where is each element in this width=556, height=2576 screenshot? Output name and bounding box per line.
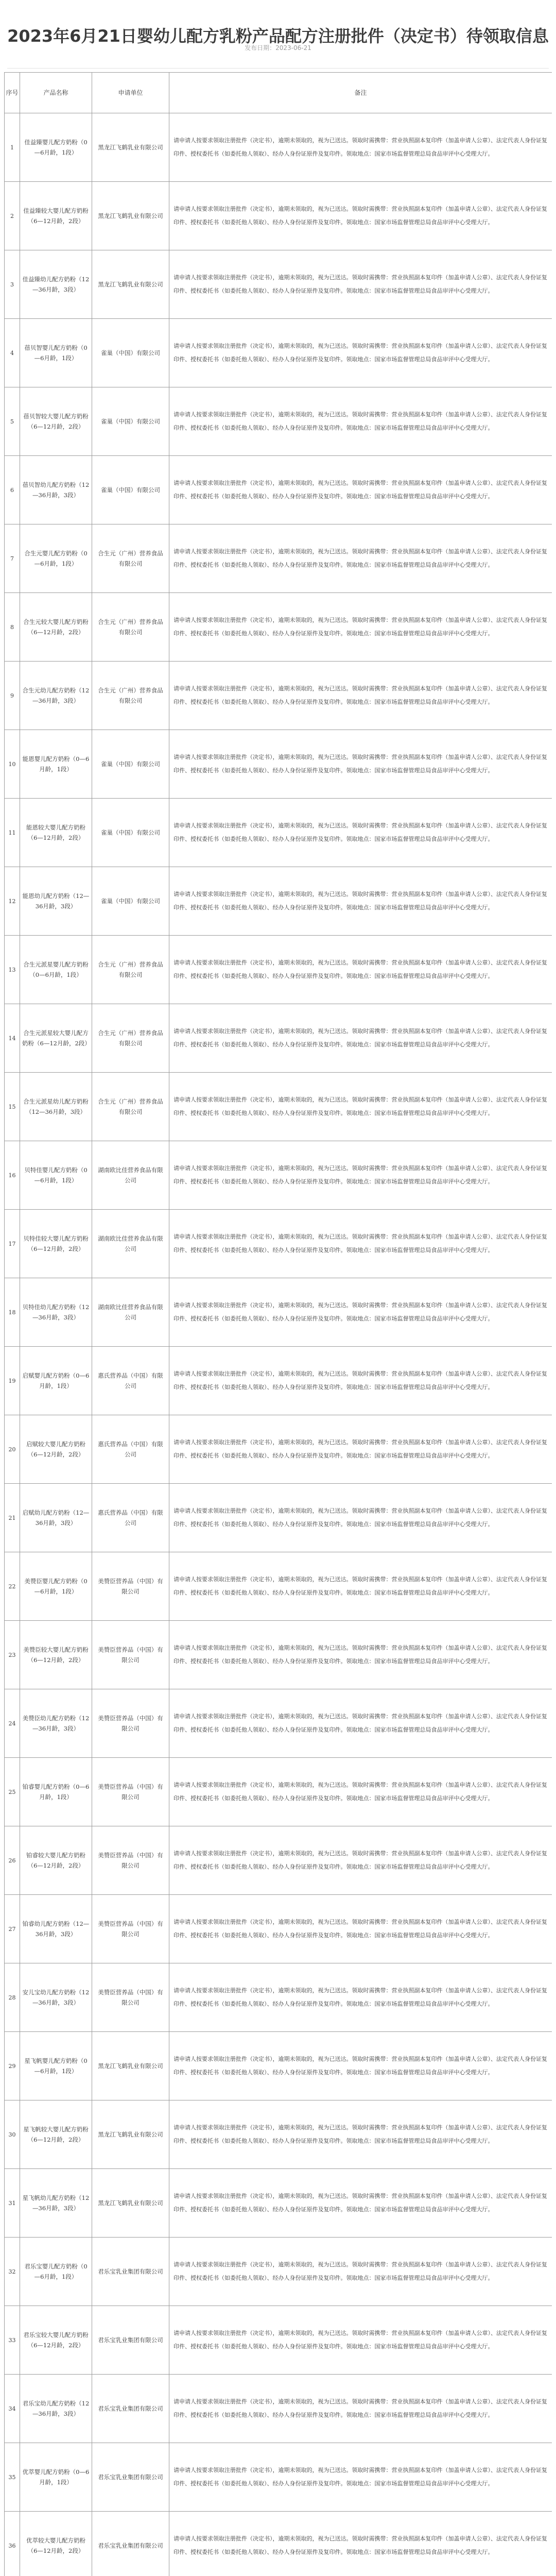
cell-no: 10 <box>5 730 20 799</box>
cell-applicant: 合生元（广州）营养食品有限公司 <box>92 1073 169 1141</box>
cell-note: 请申请人按要求领取注册批件（决定书），逾期未领取的，视为已送达。领取时需携带：营业执照副本复印件（加盖申请人公章）、法定代表人身份证复印件、授权委托书（如委托他人领取）、经办人身份证原件及复印件。领取地点：国家市场监督管理总局食品审评中心受理大厅。 <box>169 662 552 730</box>
cell-note: 请申请人按要求领取注册批件（决定书），逾期未领取的，视为已送达。领取时需携带：营业执照副本复印件（加盖申请人公章）、法定代表人身份证复印件、授权委托书（如委托他人领取）、经办人身份证原件及复印件。领取地点：国家市场监督管理总局食品审评中心受理大厅。 <box>169 387 552 456</box>
cell-no: 19 <box>5 1347 20 1415</box>
cell-no: 2 <box>5 182 20 250</box>
cell-applicant: 雀巢（中国）有限公司 <box>92 799 169 867</box>
cell-applicant: 美赞臣营养品（中国）有限公司 <box>92 1621 169 1689</box>
cell-applicant: 雀巢（中国）有限公司 <box>92 387 169 456</box>
cell-applicant: 合生元（广州）营养食品有限公司 <box>92 524 169 593</box>
cell-product-name: 安儿宝幼儿配方奶粉（12—36月龄，3段） <box>20 1963 92 2032</box>
cell-no: 34 <box>5 2375 20 2443</box>
cell-product-name: 合生元婴儿配方奶粉（0—6月龄，1段） <box>20 524 92 593</box>
cell-no: 6 <box>5 456 20 524</box>
cell-no: 21 <box>5 1484 20 1552</box>
table-row <box>5 250 552 319</box>
cell-applicant: 黑龙江飞鹤乳业有限公司 <box>92 2032 169 2100</box>
cell-no: 35 <box>5 2443 20 2512</box>
cell-product-name: 贝特佳婴儿配方奶粉（0—6月龄，1段） <box>20 1141 92 1210</box>
cell-product-name: 铂睿幼儿配方奶粉（12—36月龄，3段） <box>20 1895 92 1963</box>
cell-no: 11 <box>5 799 20 867</box>
cell-product-name: 美赞臣幼儿配方奶粉（12—36月龄，3段） <box>20 1689 92 1758</box>
table-row <box>5 1004 552 1073</box>
table-row <box>5 1210 552 1278</box>
cell-applicant: 湖南欧比佳营养食品有限公司 <box>92 1210 169 1278</box>
table-row <box>5 2169 552 2238</box>
cell-product-name: 启赋婴儿配方奶粉（0—6月龄，1段） <box>20 1347 92 1415</box>
table-row <box>5 182 552 250</box>
cell-note: 请申请人按要求领取注册批件（决定书），逾期未领取的，视为已送达。领取时需携带：营业执照副本复印件（加盖申请人公章）、法定代表人身份证复印件、授权委托书（如委托他人领取）、经办人身份证原件及复印件。领取地点：国家市场监督管理总局食品审评中心受理大厅。 <box>169 2443 552 2512</box>
cell-product-name: 优萃婴儿配方奶粉（0—6月龄，1段） <box>20 2443 92 2512</box>
cell-note: 请申请人按要求领取注册批件（决定书），逾期未领取的，视为已送达。领取时需携带：营业执照副本复印件（加盖申请人公章）、法定代表人身份证复印件、授权委托书（如委托他人领取）、经办人身份证原件及复印件。领取地点：国家市场监督管理总局食品审评中心受理大厅。 <box>169 1895 552 1963</box>
cell-product-name: 君乐宝婴儿配方奶粉（0—6月龄，1段） <box>20 2238 92 2306</box>
table-row <box>5 1963 552 2032</box>
cell-product-name: 佳益臻较大婴儿配方奶粉（6—12月龄，2段） <box>20 182 92 250</box>
cell-no: 13 <box>5 936 20 1004</box>
table-row <box>5 2306 552 2375</box>
table-row <box>5 1895 552 1963</box>
cell-product-name: 贝特佳幼儿配方奶粉（12—36月龄，3段） <box>20 1278 92 1347</box>
table-row <box>5 2032 552 2100</box>
cell-product-name: 星飞帆婴儿配方奶粉（0—6月龄，1段） <box>20 2032 92 2100</box>
cell-no: 5 <box>5 387 20 456</box>
cell-product-name: 铂睿婴儿配方奶粉（0—6月龄，1段） <box>20 1758 92 1826</box>
cell-applicant: 惠氏营养品（中国）有限公司 <box>92 1415 169 1484</box>
cell-no: 1 <box>5 113 20 182</box>
cell-product-name: 启赋较大婴儿配方奶粉（6—12月龄，2段） <box>20 1415 92 1484</box>
cell-applicant: 美赞臣营养品（中国）有限公司 <box>92 1963 169 2032</box>
cell-product-name: 合生元派星婴儿配方奶粉（0—6月龄，1段） <box>20 936 92 1004</box>
cell-applicant: 惠氏营养品（中国）有限公司 <box>92 1484 169 1552</box>
table-row <box>5 2375 552 2443</box>
cell-note: 请申请人按要求领取注册批件（决定书），逾期未领取的，视为已送达。领取时需携带：营业执照副本复印件（加盖申请人公章）、法定代表人身份证复印件、授权委托书（如委托他人领取）、经办人身份证原件及复印件。领取地点：国家市场监督管理总局食品审评中心受理大厅。 <box>169 593 552 662</box>
cell-note: 请申请人按要求领取注册批件（决定书），逾期未领取的，视为已送达。领取时需携带：营业执照副本复印件（加盖申请人公章）、法定代表人身份证复印件、授权委托书（如委托他人领取）、经办人身份证原件及复印件。领取地点：国家市场监督管理总局食品审评中心受理大厅。 <box>169 1552 552 1621</box>
cell-applicant: 君乐宝乳业集团有限公司 <box>92 2238 169 2306</box>
table-row <box>5 2512 552 2576</box>
table-row <box>5 456 552 524</box>
divider <box>7 68 549 69</box>
cell-note: 请申请人按要求领取注册批件（决定书），逾期未领取的，视为已送达。领取时需携带：营业执照副本复印件（加盖申请人公章）、法定代表人身份证复印件、授权委托书（如委托他人领取）、经办人身份证原件及复印件。领取地点：国家市场监督管理总局食品审评中心受理大厅。 <box>169 2032 552 2100</box>
cell-note: 请申请人按要求领取注册批件（决定书），逾期未领取的，视为已送达。领取时需携带：营业执照副本复印件（加盖申请人公章）、法定代表人身份证复印件、授权委托书（如委托他人领取）、经办人身份证原件及复印件。领取地点：国家市场监督管理总局食品审评中心受理大厅。 <box>169 2100 552 2169</box>
table-row <box>5 1484 552 1552</box>
cell-no: 33 <box>5 2306 20 2375</box>
cell-applicant: 雀巢（中国）有限公司 <box>92 319 169 387</box>
cell-note: 请申请人按要求领取注册批件（决定书），逾期未领取的，视为已送达。领取时需携带：营业执照副本复印件（加盖申请人公章）、法定代表人身份证复印件、授权委托书（如委托他人领取）、经办人身份证原件及复印件。领取地点：国家市场监督管理总局食品审评中心受理大厅。 <box>169 113 552 182</box>
cell-no: 27 <box>5 1895 20 1963</box>
cell-no: 28 <box>5 1963 20 2032</box>
cell-no: 17 <box>5 1210 20 1278</box>
cell-note: 请申请人按要求领取注册批件（决定书），逾期未领取的，视为已送达。领取时需携带：营业执照副本复印件（加盖申请人公章）、法定代表人身份证复印件、授权委托书（如委托他人领取）、经办人身份证原件及复印件。领取地点：国家市场监督管理总局食品审评中心受理大厅。 <box>169 1347 552 1415</box>
cell-note: 请申请人按要求领取注册批件（决定书），逾期未领取的，视为已送达。领取时需携带：营业执照副本复印件（加盖申请人公章）、法定代表人身份证复印件、授权委托书（如委托他人领取）、经办人身份证原件及复印件。领取地点：国家市场监督管理总局食品审评中心受理大厅。 <box>169 319 552 387</box>
cell-product-name: 美赞臣婴儿配方奶粉（0—6月龄，1段） <box>20 1552 92 1621</box>
cell-applicant: 黑龙江飞鹤乳业有限公司 <box>92 250 169 319</box>
table-body <box>5 113 552 2576</box>
header-note: 备注 <box>169 73 552 113</box>
cell-no: 36 <box>5 2512 20 2576</box>
header-row <box>5 73 552 113</box>
cell-applicant: 黑龙江飞鹤乳业有限公司 <box>92 113 169 182</box>
table-row <box>5 1278 552 1347</box>
table-row <box>5 2100 552 2169</box>
cell-applicant: 黑龙江飞鹤乳业有限公司 <box>92 2100 169 2169</box>
table-container <box>4 72 552 2576</box>
cell-no: 31 <box>5 2169 20 2238</box>
cell-no: 24 <box>5 1689 20 1758</box>
cell-applicant: 美赞臣营养品（中国）有限公司 <box>92 1895 169 1963</box>
cell-no: 23 <box>5 1621 20 1689</box>
cell-applicant: 君乐宝乳业集团有限公司 <box>92 2443 169 2512</box>
cell-note: 请申请人按要求领取注册批件（决定书），逾期未领取的，视为已送达。领取时需携带：营业执照副本复印件（加盖申请人公章）、法定代表人身份证复印件、授权委托书（如委托他人领取）、经办人身份证原件及复印件。领取地点：国家市场监督管理总局食品审评中心受理大厅。 <box>169 1484 552 1552</box>
cell-applicant: 雀巢（中国）有限公司 <box>92 867 169 936</box>
header-applicant: 申请单位 <box>92 73 169 113</box>
cell-note: 请申请人按要求领取注册批件（决定书），逾期未领取的，视为已送达。领取时需携带：营业执照副本复印件（加盖申请人公章）、法定代表人身份证复印件、授权委托书（如委托他人领取）、经办人身份证原件及复印件。领取地点：国家市场监督管理总局食品审评中心受理大厅。 <box>169 936 552 1004</box>
table-row <box>5 2238 552 2306</box>
cell-product-name: 美赞臣较大婴儿配方奶粉（6—12月龄，2段） <box>20 1621 92 1689</box>
cell-applicant: 惠氏营养品（中国）有限公司 <box>92 1347 169 1415</box>
cell-product-name: 佳益臻婴儿配方奶粉（0—6月龄，1段） <box>20 113 92 182</box>
cell-product-name: 君乐宝幼儿配方奶粉（12—36月龄，3段） <box>20 2375 92 2443</box>
cell-note: 请申请人按要求领取注册批件（决定书），逾期未领取的，视为已送达。领取时需携带：营业执照副本复印件（加盖申请人公章）、法定代表人身份证复印件、授权委托书（如委托他人领取）、经办人身份证原件及复印件。领取地点：国家市场监督管理总局食品审评中心受理大厅。 <box>169 2306 552 2375</box>
cell-no: 15 <box>5 1073 20 1141</box>
cell-note: 请申请人按要求领取注册批件（决定书），逾期未领取的，视为已送达。领取时需携带：营业执照副本复印件（加盖申请人公章）、法定代表人身份证复印件、授权委托书（如委托他人领取）、经办人身份证原件及复印件。领取地点：国家市场监督管理总局食品审评中心受理大厅。 <box>169 2512 552 2576</box>
cell-note: 请申请人按要求领取注册批件（决定书），逾期未领取的，视为已送达。领取时需携带：营业执照副本复印件（加盖申请人公章）、法定代表人身份证复印件、授权委托书（如委托他人领取）、经办人身份证原件及复印件。领取地点：国家市场监督管理总局食品审评中心受理大厅。 <box>169 524 552 593</box>
cell-product-name: 合生元派星幼儿配方奶粉（12—36月龄，3段） <box>20 1073 92 1141</box>
cell-applicant: 君乐宝乳业集团有限公司 <box>92 2306 169 2375</box>
table-row <box>5 319 552 387</box>
cell-note: 请申请人按要求领取注册批件（决定书），逾期未领取的，视为已送达。领取时需携带：营业执照副本复印件（加盖申请人公章）、法定代表人身份证复印件、授权委托书（如委托他人领取）、经办人身份证原件及复印件。领取地点：国家市场监督管理总局食品审评中心受理大厅。 <box>169 1004 552 1073</box>
cell-applicant: 黑龙江飞鹤乳业有限公司 <box>92 182 169 250</box>
table-row <box>5 1621 552 1689</box>
cell-product-name: 贝特佳较大婴儿配方奶粉（6—12月龄，2段） <box>20 1210 92 1278</box>
cell-product-name: 佳益臻幼儿配方奶粉（12—36月龄，3段） <box>20 250 92 319</box>
cell-applicant: 美赞臣营养品（中国）有限公司 <box>92 1689 169 1758</box>
cell-applicant: 湖南欧比佳营养食品有限公司 <box>92 1278 169 1347</box>
table-row <box>5 799 552 867</box>
header-no: 序号 <box>5 73 20 113</box>
cell-applicant: 湖南欧比佳营养食品有限公司 <box>92 1141 169 1210</box>
cell-product-name: 蓓贝智较大婴儿配方奶粉（6—12月龄，2段） <box>20 387 92 456</box>
cell-note: 请申请人按要求领取注册批件（决定书），逾期未领取的，视为已送达。领取时需携带：营业执照副本复印件（加盖申请人公章）、法定代表人身份证复印件、授权委托书（如委托他人领取）、经办人身份证原件及复印件。领取地点：国家市场监督管理总局食品审评中心受理大厅。 <box>169 730 552 799</box>
table-header <box>5 73 552 113</box>
table-row <box>5 1141 552 1210</box>
cell-no: 7 <box>5 524 20 593</box>
cell-no: 14 <box>5 1004 20 1073</box>
cell-applicant: 合生元（广州）营养食品有限公司 <box>92 662 169 730</box>
registration-table <box>4 72 552 2576</box>
table-row <box>5 113 552 182</box>
cell-note: 请申请人按要求领取注册批件（决定书），逾期未领取的，视为已送达。领取时需携带：营业执照副本复印件（加盖申请人公章）、法定代表人身份证复印件、授权委托书（如委托他人领取）、经办人身份证原件及复印件。领取地点：国家市场监督管理总局食品审评中心受理大厅。 <box>169 1210 552 1278</box>
cell-applicant: 合生元（广州）营养食品有限公司 <box>92 936 169 1004</box>
cell-note: 请申请人按要求领取注册批件（决定书），逾期未领取的，视为已送达。领取时需携带：营业执照副本复印件（加盖申请人公章）、法定代表人身份证复印件、授权委托书（如委托他人领取）、经办人身份证原件及复印件。领取地点：国家市场监督管理总局食品审评中心受理大厅。 <box>169 1073 552 1141</box>
cell-no: 8 <box>5 593 20 662</box>
cell-product-name: 启赋幼儿配方奶粉（12—36月龄，3段） <box>20 1484 92 1552</box>
cell-no: 16 <box>5 1141 20 1210</box>
cell-no: 25 <box>5 1758 20 1826</box>
cell-product-name: 铂睿较大婴儿配方奶粉（6—12月龄，2段） <box>20 1826 92 1895</box>
cell-product-name: 合生元幼儿配方奶粉（12—36月龄，3段） <box>20 662 92 730</box>
cell-product-name: 星飞帆幼儿配方奶粉（12—36月龄，3段） <box>20 2169 92 2238</box>
table-row <box>5 1826 552 1895</box>
table-row <box>5 387 552 456</box>
cell-note: 请申请人按要求领取注册批件（决定书），逾期未领取的，视为已送达。领取时需携带：营业执照副本复印件（加盖申请人公章）、法定代表人身份证复印件、授权委托书（如委托他人领取）、经办人身份证原件及复印件。领取地点：国家市场监督管理总局食品审评中心受理大厅。 <box>169 1963 552 2032</box>
cell-applicant: 合生元（广州）营养食品有限公司 <box>92 1004 169 1073</box>
cell-product-name: 蓓贝智幼儿配方奶粉（12—36月龄，3段） <box>20 456 92 524</box>
table-row <box>5 662 552 730</box>
table-row <box>5 1758 552 1826</box>
cell-applicant: 合生元（广州）营养食品有限公司 <box>92 593 169 662</box>
cell-note: 请申请人按要求领取注册批件（决定书），逾期未领取的，视为已送达。领取时需携带：营业执照副本复印件（加盖申请人公章）、法定代表人身份证复印件、授权委托书（如委托他人领取）、经办人身份证原件及复印件。领取地点：国家市场监督管理总局食品审评中心受理大厅。 <box>169 1689 552 1758</box>
cell-applicant: 黑龙江飞鹤乳业有限公司 <box>92 2169 169 2238</box>
cell-product-name: 君乐宝较大婴儿配方奶粉（6—12月龄，2段） <box>20 2306 92 2375</box>
cell-no: 26 <box>5 1826 20 1895</box>
table-row <box>5 730 552 799</box>
table-row <box>5 1552 552 1621</box>
cell-note: 请申请人按要求领取注册批件（决定书），逾期未领取的，视为已送达。领取时需携带：营业执照副本复印件（加盖申请人公章）、法定代表人身份证复印件、授权委托书（如委托他人领取）、经办人身份证原件及复印件。领取地点：国家市场监督管理总局食品审评中心受理大厅。 <box>169 250 552 319</box>
cell-no: 12 <box>5 867 20 936</box>
cell-no: 32 <box>5 2238 20 2306</box>
cell-applicant: 雀巢（中国）有限公司 <box>92 730 169 799</box>
cell-note: 请申请人按要求领取注册批件（决定书），逾期未领取的，视为已送达。领取时需携带：营业执照副本复印件（加盖申请人公章）、法定代表人身份证复印件、授权委托书（如委托他人领取）、经办人身份证原件及复印件。领取地点：国家市场监督管理总局食品审评中心受理大厅。 <box>169 1826 552 1895</box>
cell-note: 请申请人按要求领取注册批件（决定书），逾期未领取的，视为已送达。领取时需携带：营业执照副本复印件（加盖申请人公章）、法定代表人身份证复印件、授权委托书（如委托他人领取）、经办人身份证原件及复印件。领取地点：国家市场监督管理总局食品审评中心受理大厅。 <box>169 2169 552 2238</box>
table-row <box>5 524 552 593</box>
cell-no: 4 <box>5 319 20 387</box>
cell-note: 请申请人按要求领取注册批件（决定书），逾期未领取的，视为已送达。领取时需携带：营业执照副本复印件（加盖申请人公章）、法定代表人身份证复印件、授权委托书（如委托他人领取）、经办人身份证原件及复印件。领取地点：国家市场监督管理总局食品审评中心受理大厅。 <box>169 456 552 524</box>
cell-no: 29 <box>5 2032 20 2100</box>
page-title: 2023年6月21日婴幼儿配方乳粉产品配方注册批件（决定书）待领取信息 <box>7 26 549 46</box>
table-row <box>5 867 552 936</box>
cell-product-name: 能恩幼儿配方奶粉（12—36月龄，3段） <box>20 867 92 936</box>
cell-applicant: 君乐宝乳业集团有限公司 <box>92 2375 169 2443</box>
cell-note: 请申请人按要求领取注册批件（决定书），逾期未领取的，视为已送达。领取时需携带：营业执照副本复印件（加盖申请人公章）、法定代表人身份证复印件、授权委托书（如委托他人领取）、经办人身份证原件及复印件。领取地点：国家市场监督管理总局食品审评中心受理大厅。 <box>169 1415 552 1484</box>
header-product-name: 产品名称 <box>20 73 92 113</box>
cell-note: 请申请人按要求领取注册批件（决定书），逾期未领取的，视为已送达。领取时需携带：营业执照副本复印件（加盖申请人公章）、法定代表人身份证复印件、授权委托书（如委托他人领取）、经办人身份证原件及复印件。领取地点：国家市场监督管理总局食品审评中心受理大厅。 <box>169 2238 552 2306</box>
cell-no: 22 <box>5 1552 20 1621</box>
cell-applicant: 君乐宝乳业集团有限公司 <box>92 2512 169 2576</box>
cell-note: 请申请人按要求领取注册批件（决定书），逾期未领取的，视为已送达。领取时需携带：营业执照副本复印件（加盖申请人公章）、法定代表人身份证复印件、授权委托书（如委托他人领取）、经办人身份证原件及复印件。领取地点：国家市场监督管理总局食品审评中心受理大厅。 <box>169 182 552 250</box>
publish-date: 发布日期：2023-06-21 <box>245 44 311 52</box>
cell-applicant: 美赞臣营养品（中国）有限公司 <box>92 1826 169 1895</box>
cell-product-name: 星飞帆较大婴儿配方奶粉（6—12月龄，2段） <box>20 2100 92 2169</box>
cell-product-name: 优萃较大婴儿配方奶粉（6—12月龄，2段） <box>20 2512 92 2576</box>
cell-product-name: 能恩较大婴儿配方奶粉（6—12月龄，2段） <box>20 799 92 867</box>
cell-applicant: 美赞臣营养品（中国）有限公司 <box>92 1758 169 1826</box>
table-row <box>5 936 552 1004</box>
cell-no: 30 <box>5 2100 20 2169</box>
cell-product-name: 合生元较大婴儿配方奶粉（6—12月龄，2段） <box>20 593 92 662</box>
cell-no: 9 <box>5 662 20 730</box>
table-row <box>5 2443 552 2512</box>
cell-applicant: 美赞臣营养品（中国）有限公司 <box>92 1552 169 1621</box>
table-row <box>5 593 552 662</box>
cell-note: 请申请人按要求领取注册批件（决定书），逾期未领取的，视为已送达。领取时需携带：营业执照副本复印件（加盖申请人公章）、法定代表人身份证复印件、授权委托书（如委托他人领取）、经办人身份证原件及复印件。领取地点：国家市场监督管理总局食品审评中心受理大厅。 <box>169 1621 552 1689</box>
cell-no: 3 <box>5 250 20 319</box>
table-row <box>5 1073 552 1141</box>
cell-note: 请申请人按要求领取注册批件（决定书），逾期未领取的，视为已送达。领取时需携带：营业执照副本复印件（加盖申请人公章）、法定代表人身份证复印件、授权委托书（如委托他人领取）、经办人身份证原件及复印件。领取地点：国家市场监督管理总局食品审评中心受理大厅。 <box>169 799 552 867</box>
cell-note: 请申请人按要求领取注册批件（决定书），逾期未领取的，视为已送达。领取时需携带：营业执照副本复印件（加盖申请人公章）、法定代表人身份证复印件、授权委托书（如委托他人领取）、经办人身份证原件及复印件。领取地点：国家市场监督管理总局食品审评中心受理大厅。 <box>169 2375 552 2443</box>
cell-no: 18 <box>5 1278 20 1347</box>
cell-note: 请申请人按要求领取注册批件（决定书），逾期未领取的，视为已送达。领取时需携带：营业执照副本复印件（加盖申请人公章）、法定代表人身份证复印件、授权委托书（如委托他人领取）、经办人身份证原件及复印件。领取地点：国家市场监督管理总局食品审评中心受理大厅。 <box>169 1278 552 1347</box>
table-row <box>5 1415 552 1484</box>
cell-no: 20 <box>5 1415 20 1484</box>
cell-product-name: 能恩婴儿配方奶粉（0—6月龄，1段） <box>20 730 92 799</box>
cell-applicant: 雀巢（中国）有限公司 <box>92 456 169 524</box>
table-row <box>5 1347 552 1415</box>
cell-note: 请申请人按要求领取注册批件（决定书），逾期未领取的，视为已送达。领取时需携带：营业执照副本复印件（加盖申请人公章）、法定代表人身份证复印件、授权委托书（如委托他人领取）、经办人身份证原件及复印件。领取地点：国家市场监督管理总局食品审评中心受理大厅。 <box>169 1758 552 1826</box>
cell-note: 请申请人按要求领取注册批件（决定书），逾期未领取的，视为已送达。领取时需携带：营业执照副本复印件（加盖申请人公章）、法定代表人身份证复印件、授权委托书（如委托他人领取）、经办人身份证原件及复印件。领取地点：国家市场监督管理总局食品审评中心受理大厅。 <box>169 1141 552 1210</box>
cell-product-name: 合生元派星较大婴儿配方奶粉（6—12月龄，2段） <box>20 1004 92 1073</box>
table-row <box>5 1689 552 1758</box>
cell-product-name: 蓓贝智婴儿配方奶粉（0—6月龄，1段） <box>20 319 92 387</box>
cell-note: 请申请人按要求领取注册批件（决定书），逾期未领取的，视为已送达。领取时需携带：营业执照副本复印件（加盖申请人公章）、法定代表人身份证复印件、授权委托书（如委托他人领取）、经办人身份证原件及复印件。领取地点：国家市场监督管理总局食品审评中心受理大厅。 <box>169 867 552 936</box>
